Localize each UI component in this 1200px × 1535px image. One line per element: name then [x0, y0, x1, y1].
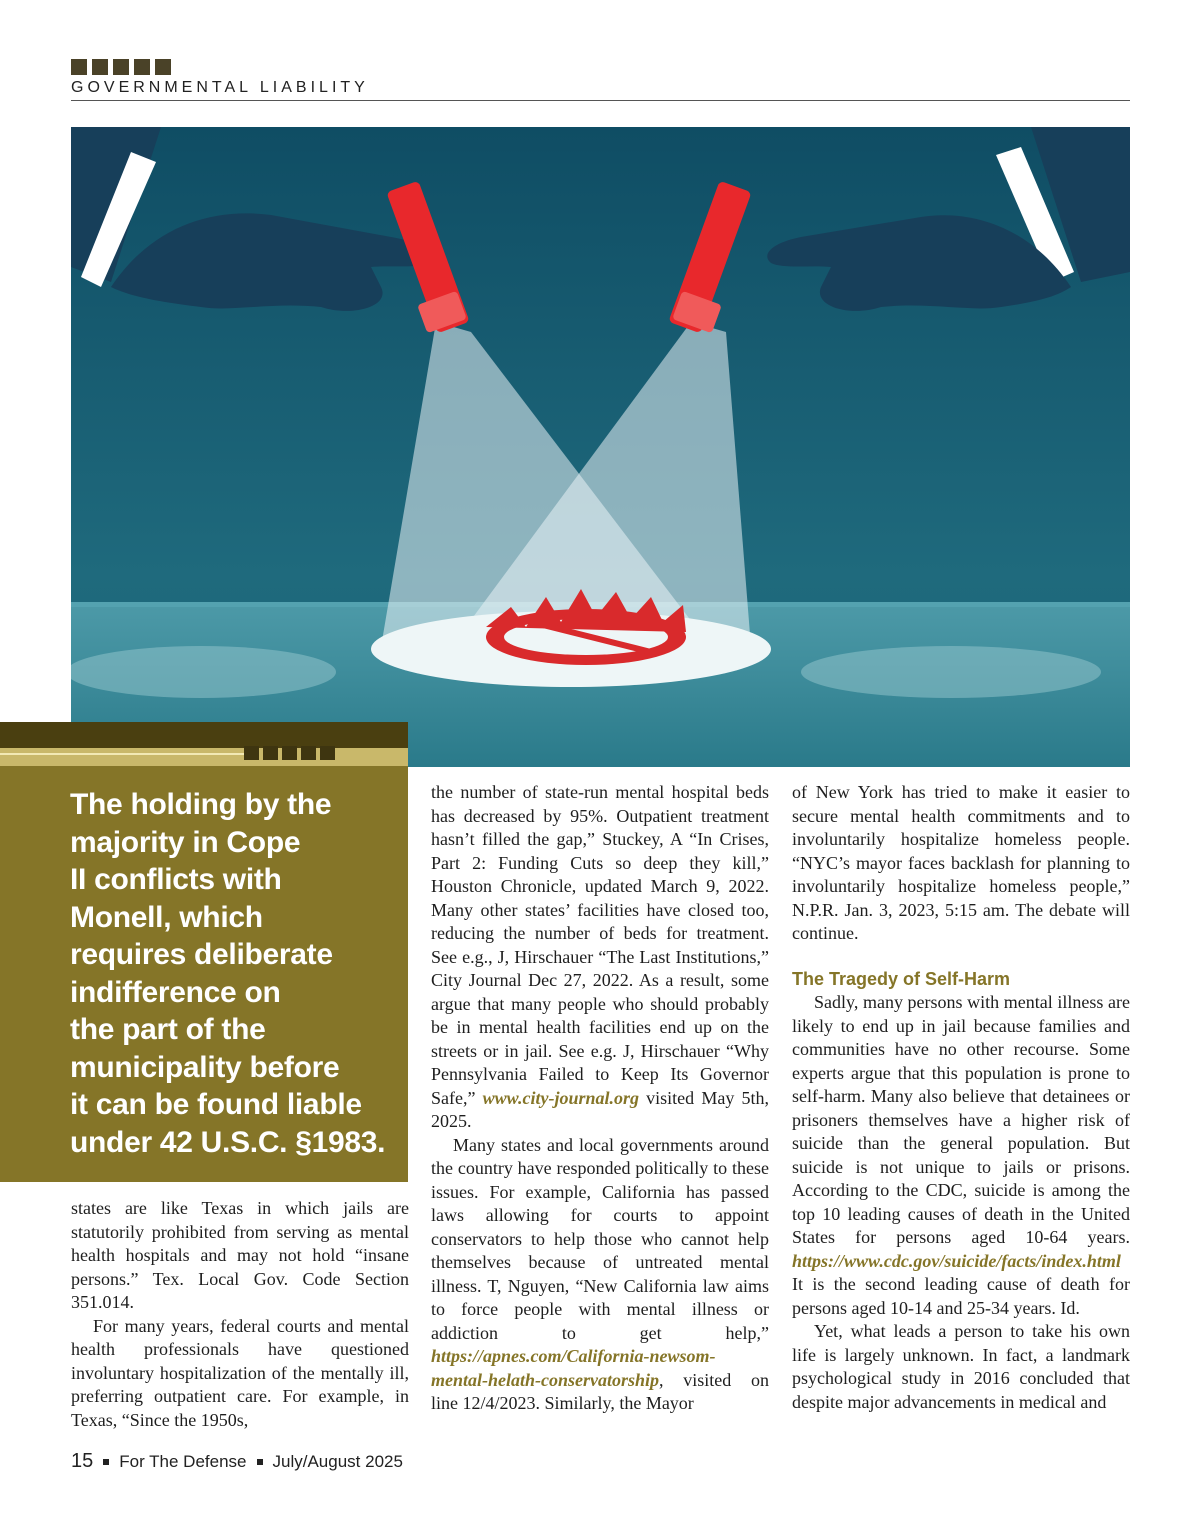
article-column-middle	[431, 781, 769, 1416]
page-footer	[71, 1450, 403, 1473]
pull-quote-box	[0, 722, 408, 1182]
article-column-right	[792, 781, 1130, 1414]
paragraph: states are like Texas in which jails are statutorily prohibited from serving as mental health hospitals and may not hold “insane persons.” Tex. Local Gov. Code Section 351.014.	[71, 1198, 409, 1312]
paragraph	[792, 991, 1130, 1320]
paragraph-text: Sadly, many persons with mental illness are likely to end up in jail because families and communities have no other recourse. Some experts argue that this population is prone to self-harm. Many also believe that detainees or prisoners themselves have a higher risk of suicide than the general population. But suicide is not unique to jails or prisons. According to the CDC, suicide is among the top 10 leading causes of death in the United States for persons aged 10-64 years.	[792, 992, 1130, 1247]
paragraph: Yet, what leads a person to take his own life is largely unknown. In fact, a landmark psychological study in 2016 concluded that despite major advancements in medical and	[792, 1321, 1130, 1412]
footer-separator-icon	[103, 1459, 109, 1465]
paragraph-text: , visited on line 12/4/2023. Similarly, the Mayor	[431, 1369, 769, 1413]
pull-quote-marker-squares	[244, 746, 335, 760]
pull-quote-gold-band	[0, 748, 408, 766]
subheading: The Tragedy of Self-Harm	[792, 968, 1011, 989]
article-illustration	[71, 127, 1130, 767]
paragraph: For many years, federal courts and mental health professionals have questioned involuntary hospitalization of the mentally ill, preferring outpatient care. For example, in Texas, “Since the 1950s,	[71, 1315, 409, 1430]
article-column-left	[71, 1197, 409, 1432]
flashlights-over-trap-illustration	[71, 127, 1130, 767]
section-marker-squares	[71, 59, 171, 75]
pull-quote-top-band	[0, 722, 408, 748]
paragraph-text: Many states and local governments around the country have responded politically to these issues. For example, California has passed laws allowing for courts to appoint conservators to help those who cannot help themselves because of untreated mental illness. T, Nguyen, “New California law aims to force people with mental illness or addiction to get help,”	[431, 1134, 769, 1343]
paragraph: of New York has tried to make it easier to secure mental health commitments and to involuntarily hospitalize homeless people. “NYC’s mayor faces backlash for planning to involuntarily hospitalize homeless people,” N.P.R. Jan. 3, 2023, 5:15 am. The debate will continue.	[792, 782, 1130, 943]
paragraph	[431, 781, 769, 1134]
section-label: GOVERNMENTAL LIABILITY	[71, 79, 369, 96]
apnews-link[interactable]: https://apnes.com/California-newsom-mental-helath-conservatorship	[431, 1346, 716, 1390]
paragraph-text: the number of state-run mental hospital beds has decreased by 95%. Outpatient treatment hasn’t filled the gap,” Stuckey, A “In Crises, Part 2: Funding Cuts so deep they kill,” Houston Chronicle, updated March 9, 2022. Many other states’ facilities have closed too, reducing the number of beds for treatment. See e.g., J, Hirschauer “The Last Institutions,” City Journal Dec 27, 2022. As a result, some argue that many people who should probably be in mental health facilities end up on the streets or in jail. See e.g. J, Hirschauer “Why Pennsylvania Failed to Keep Its Governor Safe,”	[431, 782, 769, 1108]
page-number: 15	[71, 1450, 94, 1472]
section-divider	[71, 100, 1130, 101]
paragraph	[431, 1134, 769, 1416]
footer-separator-icon	[257, 1459, 263, 1465]
pull-quote-text: The holding by the majority in Cope II conflicts with Monell, which requires deliberate indifference on the part of the municipality before it can be found liable under 42 U.S.C. §1983.	[70, 788, 386, 1159]
issue-date: July/August 2025	[272, 1451, 403, 1471]
paragraph-text: It is the second leading cause of death for persons aged 10-14 and 25-34 years. Id.	[792, 1274, 1130, 1318]
pull-quote-rule	[0, 753, 250, 755]
cdc-link[interactable]: https://www.cdc.gov/suicide/facts/index.html	[792, 1250, 1121, 1271]
city-journal-link[interactable]: www.city-journal.org	[482, 1087, 639, 1108]
paragraph-text: visited May 5th, 2025.	[431, 1087, 769, 1131]
publication-name: For The Defense	[119, 1451, 247, 1471]
